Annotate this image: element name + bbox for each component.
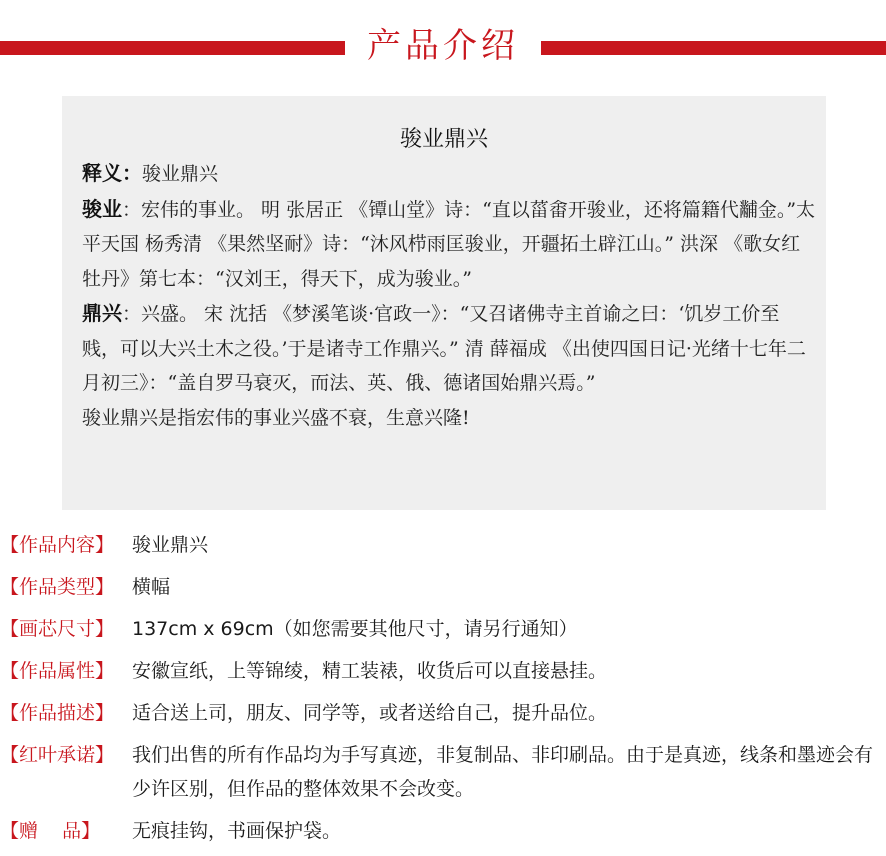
section-title: 产品介绍: [367, 26, 519, 66]
definition-text: 骏业鼎兴: [142, 163, 219, 185]
section-header: [0, 0, 886, 96]
definition-label: 释义：: [82, 161, 142, 185]
definition-line: [82, 156, 816, 192]
junye-text: ：宏伟的事业。 明 张居正 《镡山堂》诗：“直以菑畬开骏业，还将篇籍代黼金。”太平天国 杨秀清 《果然坚耐》诗：“沐风栉雨匡骏业，开疆拓土辟江山。” 洪深 《歌女红牡丹》第七本：“汉刘王，得天下，成为骏业。”: [82, 198, 816, 290]
header-right-bar: [541, 41, 886, 55]
junye-term: 骏业: [82, 196, 122, 221]
info-label: 【作品属性】: [0, 660, 115, 682]
summary-line: 骏业鼎兴是指宏伟的事业兴盛不衰，生意兴隆!: [82, 406, 470, 429]
info-label: 【作品描述】: [0, 702, 115, 724]
info-row-type: [0, 570, 886, 612]
dingxing-text: ：兴盛。 宋 沈括 《梦溪笔谈·官政一》：“又召诸佛寺主首谕之曰：‘饥岁工价至贱，可以大兴土木之役。’于是诸寺工作鼎兴。” 清 薛福成 《出使四国日记·光绪十七年二月初三》：“盖自罗马衰灭，而法、英、俄、德诸国始鼎兴焉。”: [82, 303, 806, 394]
header-left-bar: [0, 41, 345, 55]
info-label: 【作品内容】: [0, 534, 115, 556]
product-info-list: [0, 528, 886, 856]
info-row-description: [0, 696, 886, 738]
info-value: 我们出售的所有作品均为手写真迹，非复制品、非印刷品。由于是真迹，线条和墨迹会有少许区别，但作品的整体效果不会改变。: [132, 744, 874, 800]
info-value: 无痕挂钩，书画保护袋。: [132, 820, 342, 842]
dingxing-term: 鼎兴: [82, 301, 122, 325]
info-label: 【赠 品】: [0, 820, 101, 842]
info-row-attributes: [0, 654, 886, 696]
info-value: 适合送上司，朋友、同学等，或者送给自己，提升品位。: [132, 702, 608, 724]
panel-body: [82, 156, 816, 435]
info-label: 【作品类型】: [0, 576, 115, 598]
info-row-content: [0, 528, 886, 570]
info-value: 137cm x 69cm（如您需要其他尺寸，请另行通知）: [132, 618, 578, 640]
info-row-promise: [0, 738, 886, 814]
info-row-gift: [0, 814, 886, 856]
info-label: 【画芯尺寸】: [0, 618, 115, 640]
panel-title: 骏业鼎兴: [399, 127, 488, 152]
description-panel: [62, 96, 826, 510]
info-value: 安徽宣纸，上等锦绫，精工装裱，收货后可以直接悬挂。: [132, 660, 608, 682]
info-row-size: [0, 612, 886, 654]
info-label: 【红叶承诺】: [0, 744, 115, 766]
info-value: 横幅: [132, 576, 171, 598]
junye-paragraph: [82, 192, 816, 297]
dingxing-paragraph: [82, 296, 816, 401]
info-value: 骏业鼎兴: [132, 534, 209, 556]
